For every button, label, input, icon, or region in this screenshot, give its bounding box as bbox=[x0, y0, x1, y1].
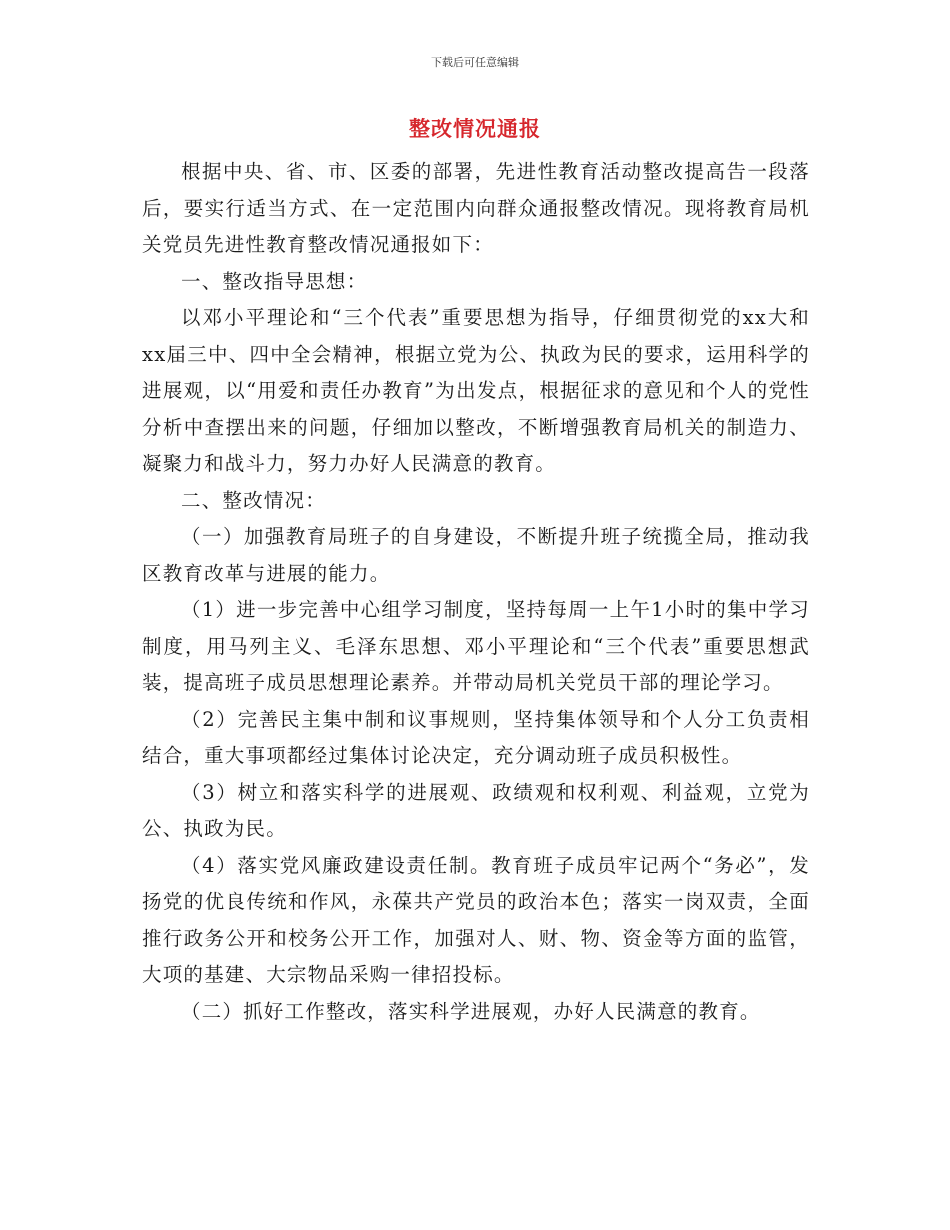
paragraph-guiding-thought: 以邓小平理论和“三个代表”重要思想为指导，仔细贯彻党的xx大和xx届三中、四中全会精神，根据立党为公、执政为民的要求，运用科学的进展观，以“用爱和责任办教育”为出发点，根据征求的意见和个人的党性分析中查摆出来的问题，仔细加以整改，不断增强教育局机关的制造力、凝聚力和战斗力，努力办好人民满意的教育。 bbox=[142, 306, 810, 475]
document-title: 整改情况通报 bbox=[409, 117, 541, 141]
paragraph-item-1: （1）进一步完善中心组学习制度，坚持每周一上午1小时的集中学习制度，用马列主义、毛泽东思想、邓小平理论和“三个代表”重要思想武装，提高班子成员思想理论素养。并带动局机关党员干部的理论学习。 bbox=[142, 598, 810, 694]
paragraph-intro: 根据中央、省、市、区委的部署，先进性教育活动整改提高告一段落后，要实行适当方式、在一定范围内向群众通报整改情况。现将教育局机关党员先进性教育整改情况通报如下： bbox=[142, 160, 810, 256]
paragraph-item-2: （2）完善民主集中制和议事规则，坚持集体领导和个人分工负责相结合，重大事项都经过集体讨论决定，充分调动班子成员积极性。 bbox=[142, 707, 810, 767]
paragraph-item-4: （4）落实党风廉政建设责任制。教育班子成员牢记两个“务必”，发扬党的优良传统和作风，永葆共产党员的政治本色；落实一岗双责，全面推行政务公开和校务公开工作，加强对人、财、物、资金等方面的监管，大项的基建、大宗物品采购一律招投标。 bbox=[142, 853, 810, 986]
section-heading-guiding-thought: 一、整改指导思想： bbox=[181, 269, 368, 293]
section-heading-rectification: 二、整改情况： bbox=[181, 488, 326, 512]
header-note: 下载后可任意编辑 bbox=[431, 56, 519, 69]
document-body bbox=[142, 154, 810, 1030]
subsection-heading-work: （二）抓好工作整改，落实科学进展观，办好人民满意的教育。 bbox=[181, 999, 761, 1023]
subsection-heading-leadership: （一）加强教育局班子的自身建设，不断提升班子统揽全局，推动我区教育改革与进展的能力。 bbox=[142, 525, 810, 585]
paragraph-item-3: （3）树立和落实科学的进展观、政绩观和权利观、利益观，立党为公、执政为民。 bbox=[142, 780, 810, 840]
